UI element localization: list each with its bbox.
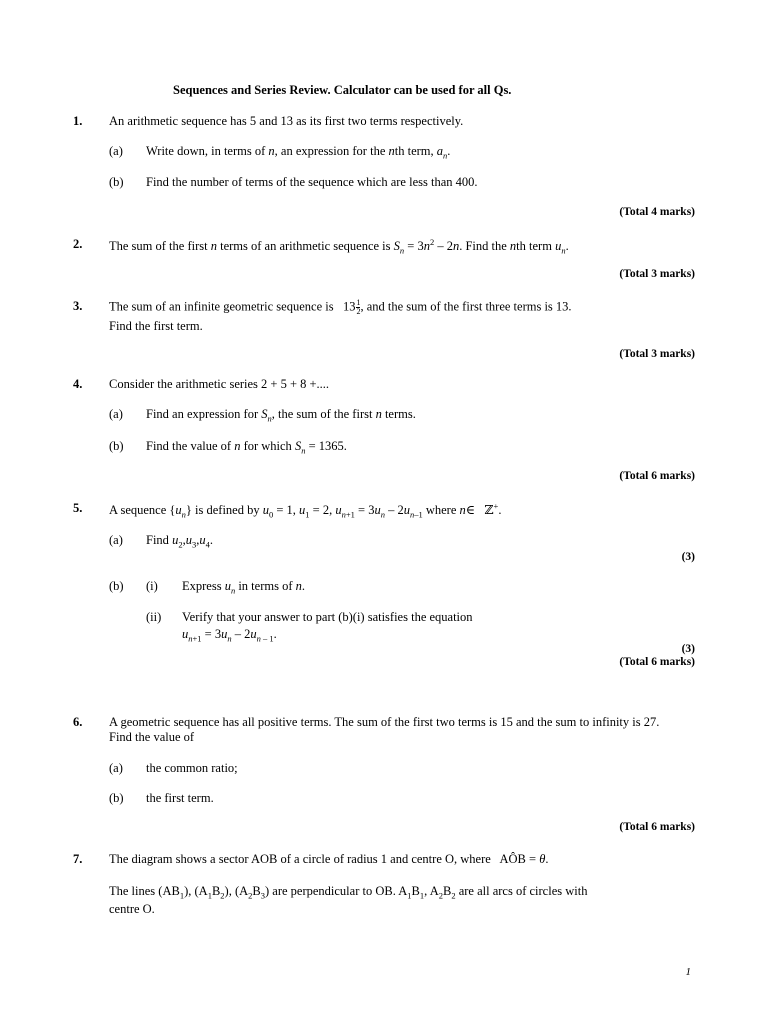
- q5-part-b-ii-label: (ii): [146, 610, 162, 624]
- q4-total-marks: (Total 6 marks): [619, 470, 695, 482]
- q3-total-marks: (Total 3 marks): [619, 348, 695, 360]
- question-1-text: An arithmetic sequence has 5 and 13 as its first two terms respectively.: [109, 114, 464, 128]
- q1-part-b-text: Find the number of terms of the sequence which are less than 400.: [146, 175, 478, 189]
- q6-part-b-label: (b): [109, 791, 124, 805]
- q6-part-a-label: (a): [109, 761, 123, 775]
- q5-part-a-label: (a): [109, 533, 123, 547]
- q4-part-a-text: Find an expression for $S_n$, the sum of the first n terms.: [146, 407, 416, 424]
- question-number-2: 2.: [73, 237, 83, 251]
- question-number-1: 1.: [73, 114, 83, 128]
- question-number-7: 7.: [73, 852, 83, 866]
- question-6-text: A geometric sequence has all positive terms. The sum of the first two terms is 15 and the sum to infinity is 27. Find the value of: [109, 715, 660, 744]
- q1-part-a-label: (a): [109, 144, 123, 158]
- page-title: Sequences and Series Review. Calculator can be used for all Qs.: [173, 83, 512, 97]
- question-4-text: Consider the arithmetic series 2 + 5 + 8 +....: [109, 377, 330, 391]
- fraction-one-half: $\frac{1}{2}$: [356, 298, 361, 316]
- q4-part-b-text: Find the value of n for which $S_n = 1365$.: [146, 439, 347, 456]
- question-number-4: 4.: [73, 377, 83, 391]
- q1-part-a-text: Write down, in terms of n, an expression for the nth term, $a_n$.: [146, 144, 451, 161]
- q1-part-b-label: (b): [109, 175, 124, 189]
- q5-total-marks: (Total 6 marks): [619, 656, 695, 668]
- question-number-5: 5.: [73, 501, 83, 515]
- question-3-text: The sum of an infinite geometric sequence is 13 $\frac{1}{2}$ , and the sum of the first three terms is 13.: [109, 298, 572, 316]
- q4-part-a-label: (a): [109, 407, 123, 421]
- q4-part-b-label: (b): [109, 439, 124, 453]
- q6-part-a-text: the common ratio;: [146, 761, 238, 775]
- q2-total-marks: (Total 3 marks): [619, 268, 695, 280]
- q5-part-b-label: (b): [109, 579, 124, 593]
- q5-part-a-marks: (3): [681, 551, 695, 563]
- q5-part-b-ii-text: Verify that your answer to part (b)(i) satisfies the equation: [182, 610, 473, 624]
- q5-part-b-i-text: Express $u_n$ in terms of n.: [182, 579, 305, 596]
- page-number: 1: [685, 966, 691, 978]
- question-7-line2: The lines $(AB_1)$, $(A_1B_2)$, $(A_2B_3)$ are perpendicular to OB. $A_1B_1$, $A_2B_2$ are all arcs of circles with: [109, 884, 588, 901]
- question-7-line3: centre O.: [109, 902, 155, 916]
- question-2-text: The sum of the first n terms of an arithmetic sequence is $S_n = 3n^2 - 2n$. Find the nth term $u_n$.: [109, 237, 569, 256]
- q5-part-b-i-label: (i): [146, 579, 158, 593]
- q5-part-a-text: Find $u_2,u_3,u_4$.: [146, 533, 213, 550]
- q5-part-b-marks: (3): [681, 643, 695, 655]
- q5-part-b-ii-equation: $u_{n+1} = 3u_n - 2u_{n - 1}$.: [182, 627, 277, 644]
- question-3-line2: Find the first term.: [109, 319, 203, 333]
- q6-total-marks: (Total 6 marks): [619, 821, 695, 833]
- q1-total-marks: (Total 4 marks): [619, 206, 695, 218]
- question-number-3: 3.: [73, 299, 83, 313]
- question-5-text: A sequence $\{u_n\}$ is defined by $u_0 = 1$, $u_1 = 2$, $u_{n+1} = 3u_n - 2u_{n-1}$ where n∈ ℤ+.: [109, 501, 502, 520]
- question-7-text: The diagram shows a sector AOB of a circle of radius 1 and centre O, where AÔB = θ.: [109, 852, 549, 866]
- q6-part-b-text: the first term.: [146, 791, 214, 805]
- question-number-6: 6.: [73, 715, 83, 729]
